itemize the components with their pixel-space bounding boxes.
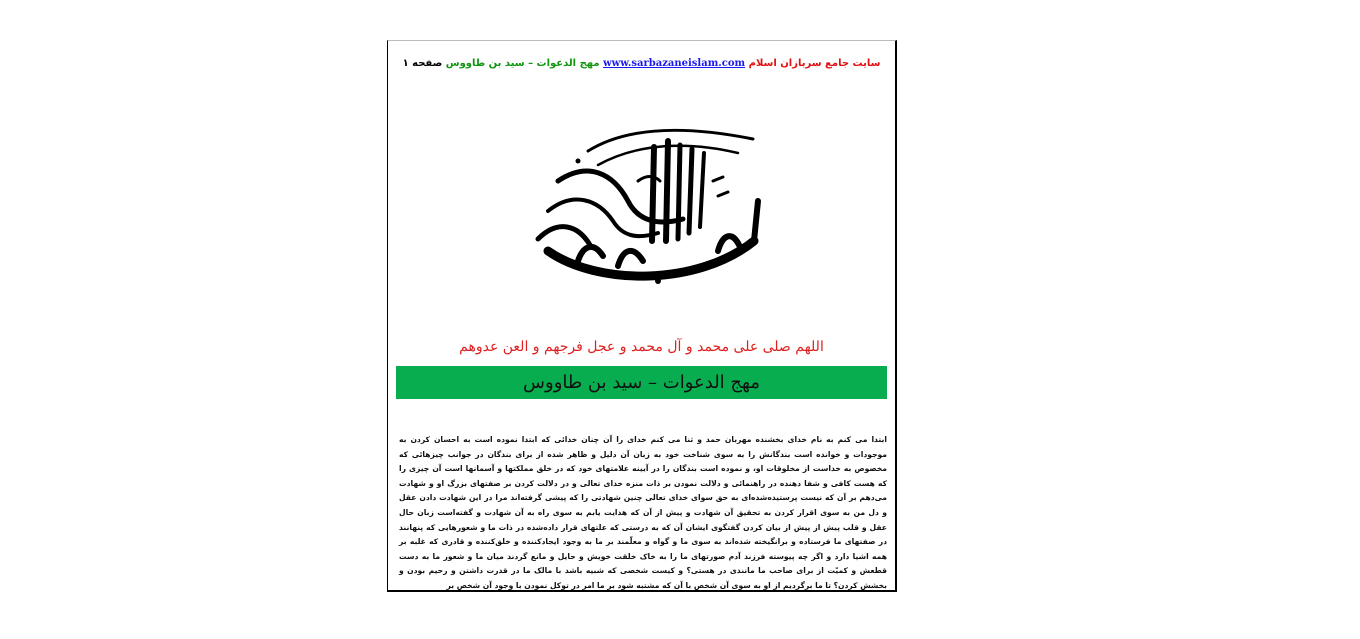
page-number: صفحه ۱ <box>402 58 443 69</box>
site-name: سایت جامع سربازان اسلام <box>748 58 881 69</box>
bismillah-calligraphy-image <box>518 121 768 291</box>
body-text: ابتدا می کنم به نام خدای بخشنده مهربان حمد و ثنا می کنم خدای را آن چنان خدائی که ابتدا نموده است به احسان کردن به موجودات و خوانده است بندگانش را به سوی شناخت خود به زبان آن دلیل و ظاهر شده از برای بندگان در جوانب چیزهائی که مخصوص به خداست از مخلوقات او، و نموده است بندگان را در آیینه علامتهای خود که در خلق مملکتها و آسمانها است آن چیزی را که هست کافی و شفا دهنده در راهنمائی و دلالت نمودن بر ذات منزه خدای تعالی و در دلالت کردن بر صفتهای بزرگ او و شهادت می‌دهم بر آن که نیست پرستیده‌شده‌ای به حق سوای خدای تعالی چنین شهادتی را که پیشی گرفته‌اند مرا در این شهادت دادن عقل و دل من به سوی اقرار کردن به تحقیق آن شهادت و پیش از آن که هدایت یابم به سوی راه به آن شهادت و گفته‌است زبان حال عقل و قلب پیش از پیش از بیان کردن گفتگوی ایشان آن که به درستی که علتهای قرار داده‌شده در ذات ما و شعورهایی که پنهانند در صفتهای ما فرستاده و برانگیخته شده‌اند به سوی ما و گواه و معلّمند بر ما به وجود ایجادکننده و خلق‌کننده و قادری که غلبه بر همه اشیا دارد و اگر چه پیوسته فرزند آدم صورتهای ما را به خاک خلقت خویش و حایل و مانع گردند میان ما و شعور ما به دست قطعش و کمیّت از برای صاحب ما مانندی در هستی؟ و کیست شخصی که شبیه باشد با مالک ما در قدرت داشتن و رحیم بودن و بخشش کردن؟ تا ما برگردیم از او به سوی آن شخص با آن که مشتبه شود بر ما امر در توکل نمودن با وجود آن شخص بر <box>399 435 887 590</box>
book-title-header: مهج الدعوات – سید بن طاووس <box>445 58 600 69</box>
document-page <box>387 40 897 592</box>
site-url-link[interactable]: www.sarbazaneislam.com <box>603 58 746 69</box>
book-title-text: مهج الدعوات – سید بن طاووس <box>523 372 760 393</box>
body-paragraph <box>399 433 887 594</box>
page-header <box>388 58 895 69</box>
salawat-line: اللهم صلی علی محمد و آل محمد و عجل فرجهم و العن عدوهم <box>459 339 824 355</box>
book-title-banner <box>396 366 887 399</box>
